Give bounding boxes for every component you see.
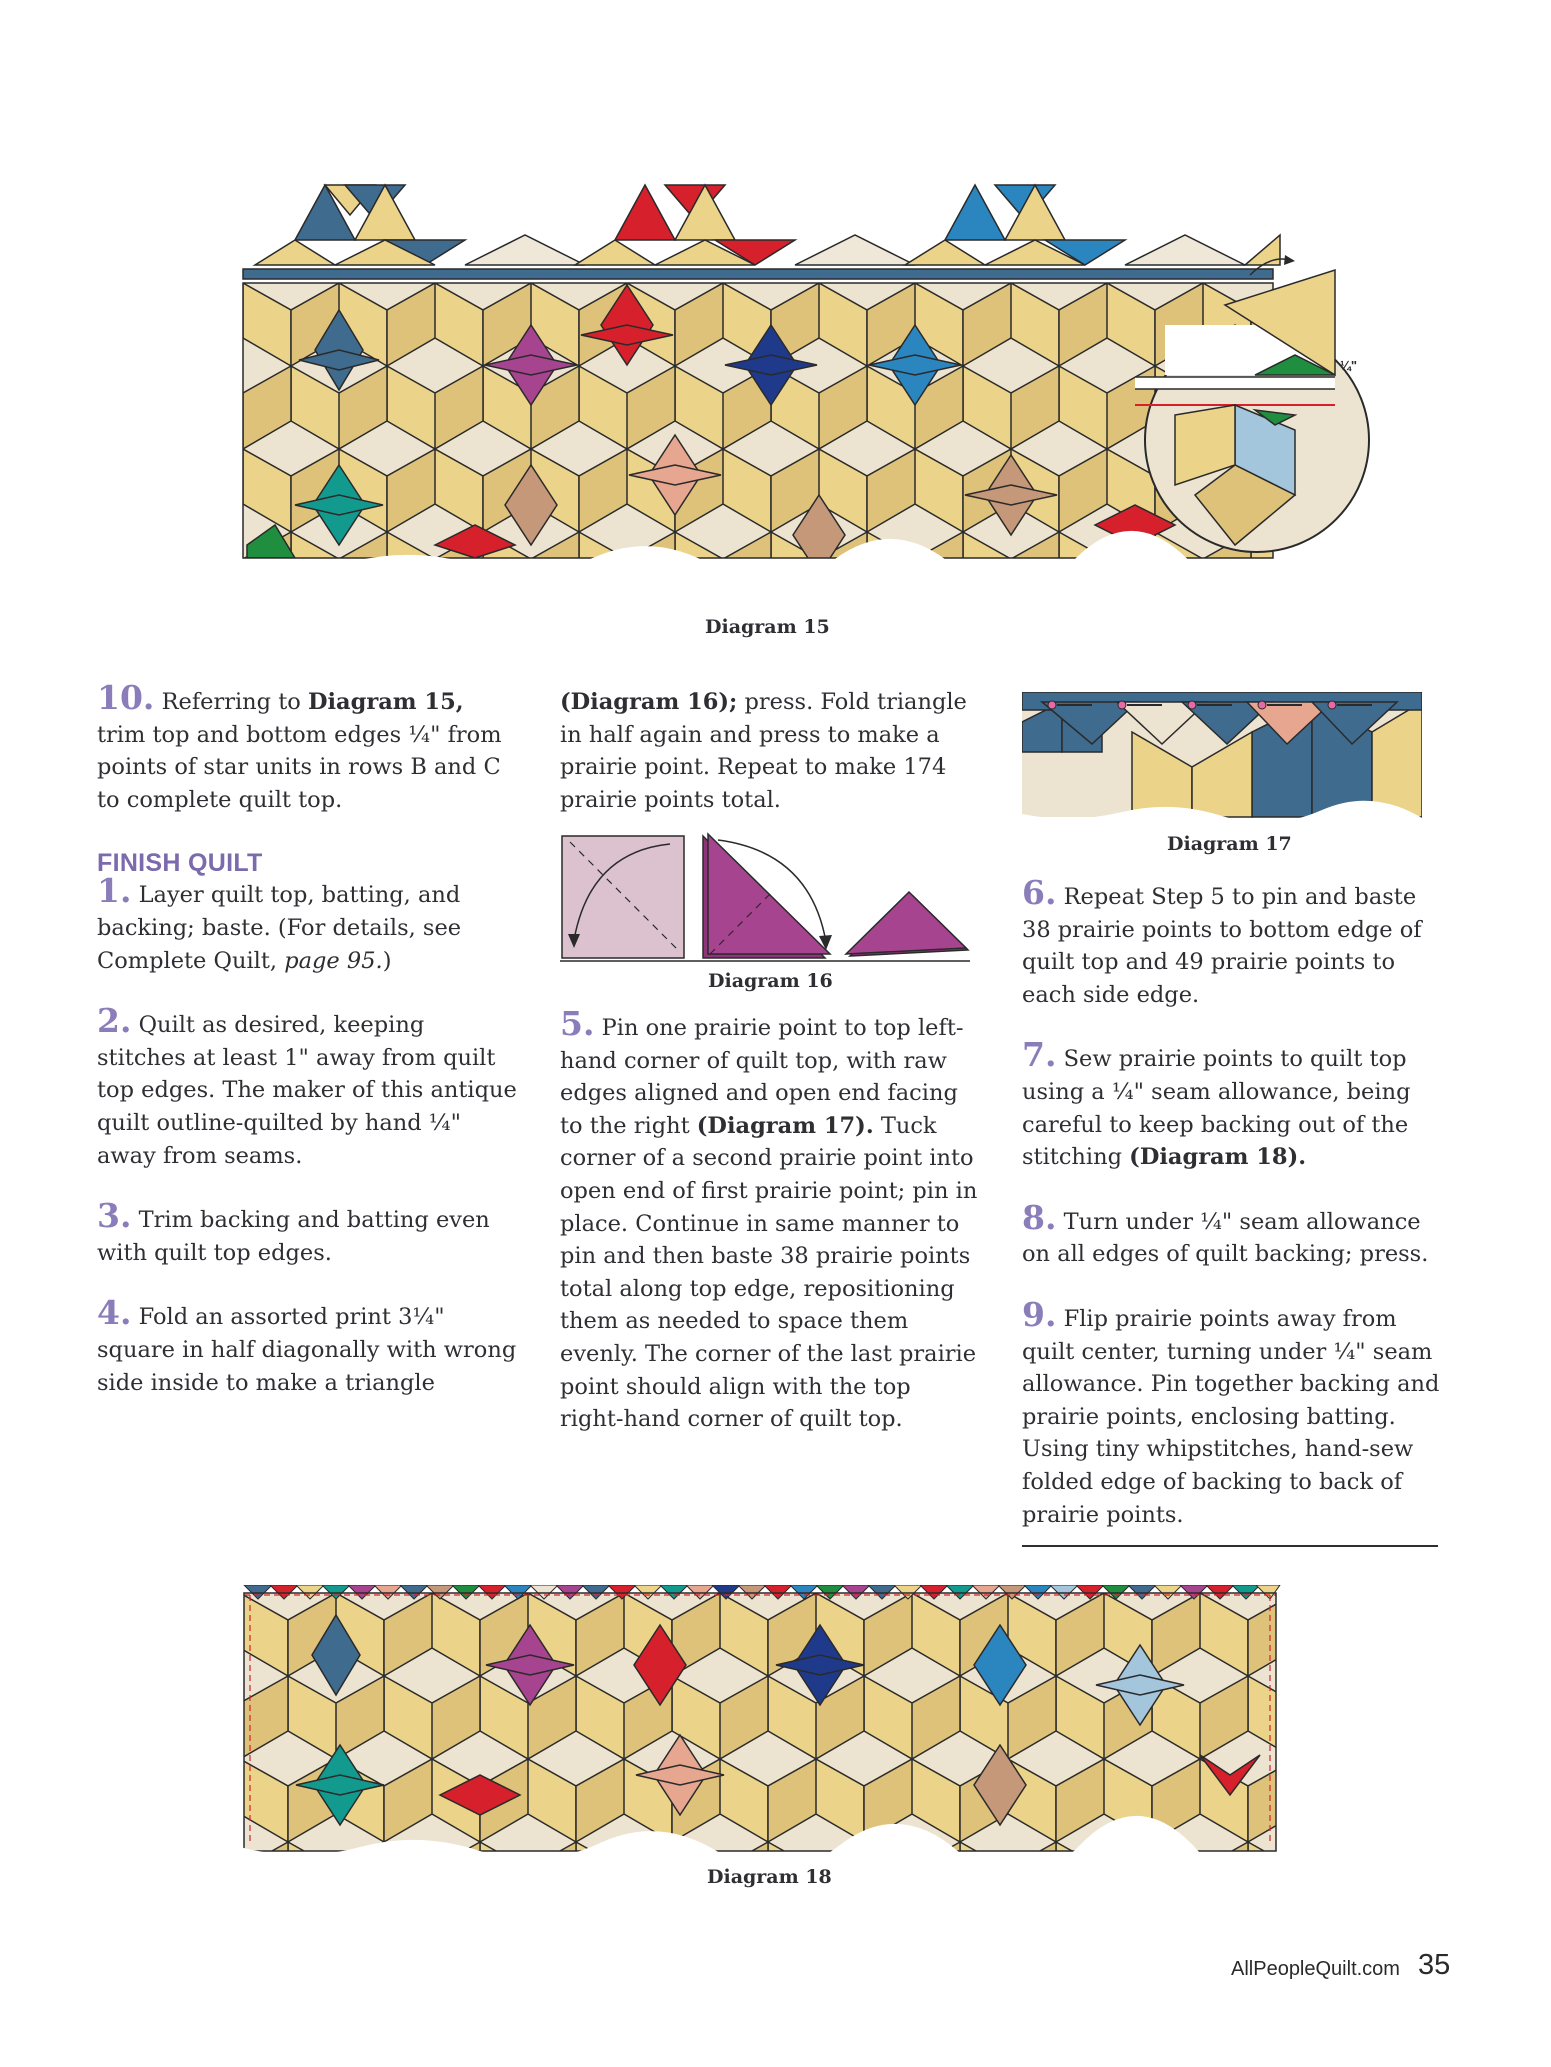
diagram-17-caption: Diagram 17 xyxy=(1167,833,1292,855)
step-5: 5. Pin one prairie point to top left-hand corner of quilt top, with raw edges aligned and open end facing to the right (Diagram 17). Tuck corner of a second prairie point into open end of first prairie point; pin in place. Continue in same manner to pin and then baste 38 prairie points total along top edge, repositioning them as needed to space them evenly. The corner of the last prairie point should align with the top right-hand corner of quilt top. xyxy=(560,1004,978,1433)
top-strip xyxy=(243,269,1273,279)
step-8: 8. Turn under ¼" seam allowance on all edges of quilt backing; press. xyxy=(1022,1197,1429,1268)
column-2-lower xyxy=(560,1004,980,1468)
diagram-15 xyxy=(235,165,1410,625)
step-9: 9. Flip prairie points away from quilt center, turning under ¼" seam allowance. Pin together backing and prairie points, enclosing batting. Using tiny whipstitches, hand-sew folded edge of backing to back of prairie points. xyxy=(1022,1294,1440,1528)
footer-site: AllPeopleQuilt.com xyxy=(1231,1958,1400,1980)
diagram-18 xyxy=(240,1585,1290,1865)
step-2: 2. Quilt as desired, keeping stitches at least 1" away from quilt top edges. The maker of this antique quilt outline-quilted by hand ¼" away from seams. xyxy=(97,1001,517,1169)
prairie-point xyxy=(846,892,968,956)
step-4-continued: (Diagram 16); press. Fold triangle in half again and press to make a prairie point. Repeat to make 174 prairie points total. xyxy=(560,689,967,813)
diagram-16-caption: Diagram 16 xyxy=(708,970,833,992)
step-3: 3. Trim backing and batting even with quilt top edges. xyxy=(97,1196,490,1266)
step-7: 7. Sew prairie points to quilt top using a ¼" seam allowance, being careful to keep backing out of the stitching (Diagram 18). xyxy=(1022,1035,1411,1171)
step-10: 10. Referring to Diagram 15, trim top and bottom edges ¼" from points of star units in rows B and C to complete quilt top. xyxy=(97,678,502,813)
diagram-16 xyxy=(560,832,980,962)
step-4: 4. Fold an assorted print 3¼" square in half diagonally with wrong side inside to make a triangle xyxy=(97,1293,517,1396)
folded-square xyxy=(562,836,684,958)
diagram-15-caption: Diagram 15 xyxy=(705,616,830,638)
diagram-18-caption: Diagram 18 xyxy=(707,1866,832,1888)
column-2 xyxy=(560,686,980,848)
diagram-17 xyxy=(1022,692,1422,832)
column-rule xyxy=(1022,1545,1438,1547)
inset-label: ¼" xyxy=(1340,358,1358,373)
half-triangle xyxy=(703,834,832,958)
page-number: 35 xyxy=(1418,1949,1451,1981)
finish-quilt-heading: FINISH QUILT xyxy=(97,849,263,878)
quilt-with-prairie-points xyxy=(244,1593,1276,1851)
step-6: 6. Repeat Step 5 to pin and baste 38 prairie points to bottom edge of quilt top and 49 prairie points to each side edge. xyxy=(1022,873,1422,1008)
column-3 xyxy=(1022,873,1442,1563)
quilt-body xyxy=(243,283,1273,575)
step-1: 1. Layer quilt top, batting, and backing; baste. (For details, see Complete Quilt, page 95.) xyxy=(97,871,462,974)
star-points-row xyxy=(255,185,1280,265)
column-1 xyxy=(97,678,517,1431)
